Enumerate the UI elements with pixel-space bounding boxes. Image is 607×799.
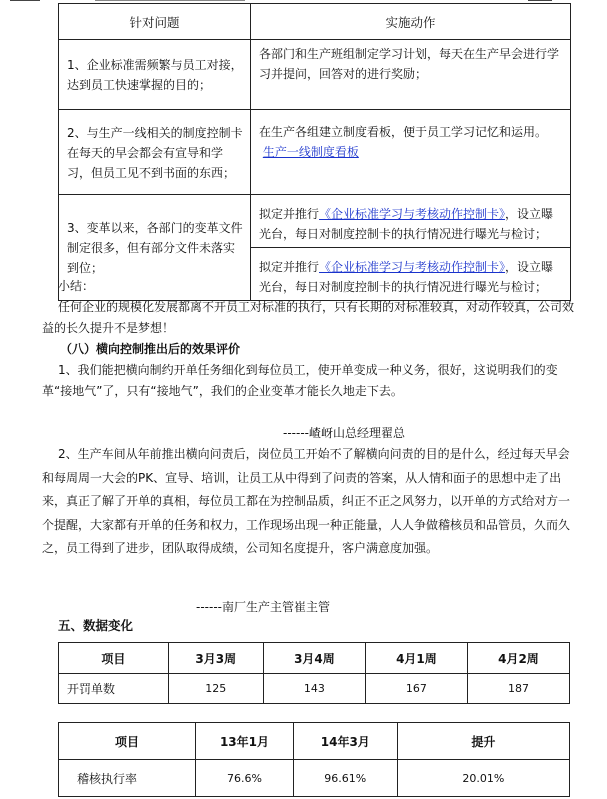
section-heading: （八）横向控制推出后的效果评价 bbox=[60, 342, 241, 356]
table-row bbox=[59, 760, 570, 797]
column-header-problem: 针对问题 bbox=[59, 4, 251, 40]
paragraph-text: 2、生产车间从年前推出横向问责后，岗位员工开始不了解横向问责的目的是什么，经过每天早会和每周周一大会的PK、宣导、培训，让员工从中得到了问责的答案，从人情和面子的思想中走了出来，真正了解了开单的真相，每位员工都在为控制品质，纠正不正之风努力，以开单的方式给对方一个提醒，大家都有开单的任务和权力，工作现场出现一种正能量，人人争做稽核员和品管员，久而久之，员工得到了进步，团队取得成绩，公司知名度提升，客户满意度加强。 bbox=[42, 447, 571, 555]
table-header-row bbox=[59, 643, 570, 674]
column-header: 提升 bbox=[397, 723, 569, 760]
top-rule-right bbox=[528, 0, 552, 1]
action-cell: 各部门和生产班组制定学习计划，每天在生产早会进行学习并提问，回答对的进行奖励； bbox=[251, 40, 571, 110]
measures-table bbox=[58, 3, 571, 301]
action-text: 在生产各组建立制度看板，便于员工学习记忆和运用。 bbox=[259, 125, 548, 139]
column-header: 项目 bbox=[59, 723, 196, 760]
table-row bbox=[59, 110, 571, 195]
control-card-link[interactable]: 《企业标准学习与考核动作控制卡》 bbox=[319, 207, 506, 221]
column-header: 13年1月 bbox=[196, 723, 294, 760]
paragraph bbox=[42, 360, 577, 402]
problem-cell: 2、与生产一线相关的制度控制卡在每天的早会都会有宣导和学习，但员工见不到书面的东西； bbox=[59, 110, 251, 195]
column-header: 14年3月 bbox=[293, 723, 397, 760]
problem-cell: 3、变革以来，各部门的变革文件制定很多，但有部分文件未落实到位； bbox=[59, 195, 251, 301]
table-cell: 125 bbox=[168, 674, 263, 704]
column-header: 4月2周 bbox=[467, 643, 569, 674]
action-prefix: 拟定并推行 bbox=[259, 260, 320, 274]
summary-label: 小结： bbox=[58, 279, 95, 293]
action-cell bbox=[251, 195, 571, 248]
column-header-action: 实施动作 bbox=[251, 4, 571, 40]
summary-section bbox=[42, 276, 577, 339]
problem-cell: 1、企业标准需频繁与员工对接，达到员工快速掌握的目的； bbox=[59, 40, 251, 110]
column-header: 4月1周 bbox=[365, 643, 467, 674]
action-prefix: 拟定并推行 bbox=[259, 207, 320, 221]
table-cell: 76.6% bbox=[196, 760, 294, 797]
control-card-link[interactable]: 《企业标准学习与考核动作控制卡》 bbox=[319, 260, 506, 274]
action-suffix: ，设立曝光台，每日对制度控制卡的执行情况进行曝光与检讨； bbox=[259, 260, 554, 294]
table-cell: 187 bbox=[467, 674, 569, 704]
audit-rate-table bbox=[58, 722, 570, 797]
column-header: 3月3周 bbox=[168, 643, 263, 674]
fines-table bbox=[58, 642, 570, 704]
row-label: 开罚单数 bbox=[59, 674, 169, 704]
action-suffix: ，设立曝光台，每日对制度控制卡的执行情况进行曝光与检讨； bbox=[259, 207, 554, 241]
signature: ------嵖岈山总经理翟总 bbox=[283, 426, 405, 440]
board-link[interactable]: 生产一线制度看板 bbox=[262, 145, 359, 159]
column-header: 项目 bbox=[59, 643, 169, 674]
section-heading: 五、数据变化 bbox=[58, 618, 134, 633]
table-cell: 20.01% bbox=[397, 760, 569, 797]
table-cell: 96.61% bbox=[293, 760, 397, 797]
column-header: 3月4周 bbox=[263, 643, 365, 674]
top-rule-mid bbox=[95, 0, 245, 1]
paragraph bbox=[42, 443, 577, 561]
top-rule-left bbox=[10, 0, 40, 1]
row-label: 稽核执行率 bbox=[59, 760, 196, 797]
table-row bbox=[59, 195, 571, 248]
table-header-row bbox=[59, 723, 570, 760]
paragraph-text: 1、我们能把横向制约开单任务细化到每位员工，使开单变成一种义务，很好，这说明我们的变革“接地气”了，只有“接地气”，我们的企业变革才能长久地走下去。 bbox=[42, 363, 558, 398]
signature: ------南厂生产主管崔主管 bbox=[196, 600, 330, 614]
summary-text: 任何企业的规模化发展都离不开员工对标准的执行，只有长期的对标准较真，对动作较真，公司效益的长久提升不是梦想！ bbox=[42, 300, 575, 335]
table-row bbox=[59, 40, 571, 110]
table-header-row bbox=[59, 4, 571, 40]
table-cell: 143 bbox=[263, 674, 365, 704]
table-cell: 167 bbox=[365, 674, 467, 704]
table-row bbox=[59, 674, 570, 704]
action-cell bbox=[251, 110, 571, 195]
